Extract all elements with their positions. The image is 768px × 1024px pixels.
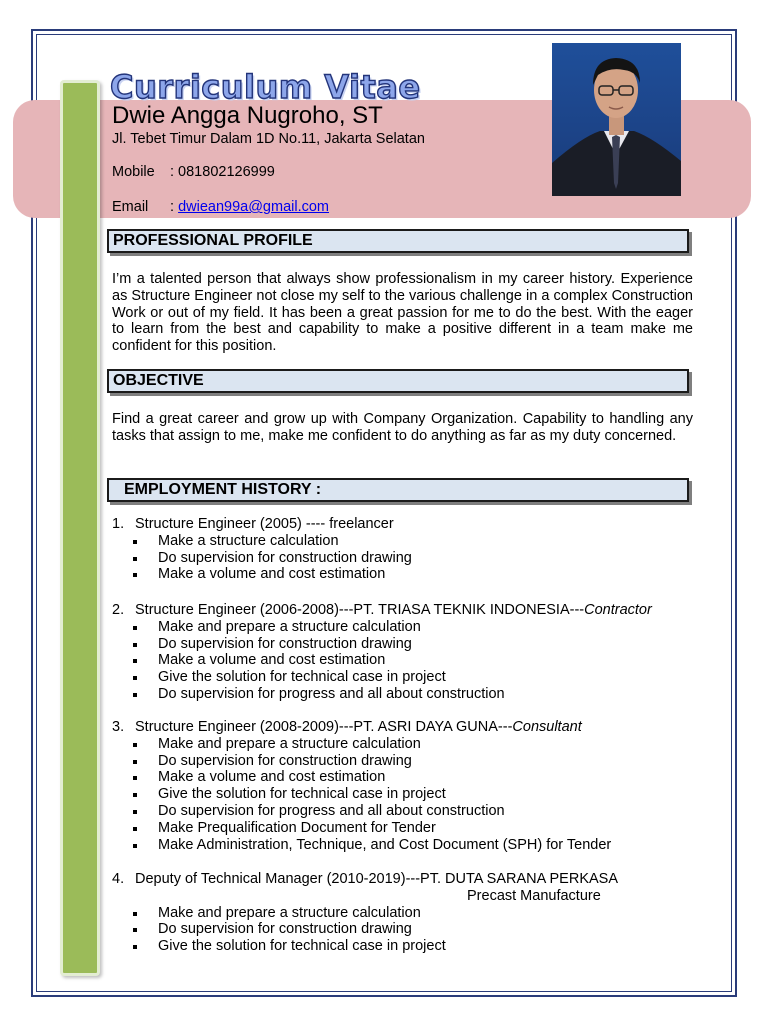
job-title: [112, 719, 712, 736]
job-title-text: Structure Engineer (2006-2008)---PT. TRIASA TEKNIK INDONESIA---: [135, 602, 585, 618]
job-number: 3.: [112, 719, 125, 735]
task-item: Make Administration, Technique, and Cost Document (SPH) for Tender: [112, 837, 712, 854]
email-separator: :: [170, 199, 175, 215]
task-item: Make a volume and cost estimation: [112, 566, 712, 583]
task-item: Do supervision for construction drawing: [112, 753, 712, 770]
task-item: Do supervision for progress and all about construction: [112, 686, 712, 703]
candidate-address: Jl. Tebet Timur Dalam 1D No.11, Jakarta Selatan: [112, 131, 425, 147]
profile-text: I’m a talented person that always show professionalism in my career history. Experience as Structure Engineer not close my self to the various challenge in a complex Construction Work or out of my field. It has been a great passion for me to do the best. With the eager to learn from the best and capability to make a positive different in a team make me confident for this position.: [112, 271, 693, 355]
job-number: 4.: [112, 871, 125, 887]
task-item: Give the solution for technical case in project: [112, 669, 712, 686]
task-item: Do supervision for construction drawing: [112, 636, 712, 653]
mobile-value: : 081802126999: [170, 164, 275, 180]
job-title-text: Structure Engineer (2008-2009)---PT. ASRI DAYA GUNA---: [135, 719, 513, 735]
job-title: [112, 516, 712, 533]
task-item: Make Prequalification Document for Tender: [112, 820, 712, 837]
job-title-text: Structure Engineer (2005) ---- freelancer: [135, 516, 394, 532]
job-number: 2.: [112, 602, 125, 618]
profile-section-heading: PROFESSIONAL PROFILE: [107, 229, 689, 253]
profile-photo: [552, 43, 681, 196]
task-item: Make and prepare a structure calculation: [112, 736, 712, 753]
job-type: Contractor: [584, 602, 652, 618]
task-item: Give the solution for technical case in project: [112, 786, 712, 803]
objective-section-heading: OBJECTIVE: [107, 369, 689, 393]
task-list: [112, 736, 712, 854]
job-entry: [112, 516, 712, 583]
job-entry: [112, 871, 712, 955]
task-list: [112, 619, 712, 703]
task-item: Do supervision for progress and all about construction: [112, 803, 712, 820]
job-entry: [112, 719, 712, 853]
candidate-name: Dwie Angga Nugroho, ST: [112, 102, 383, 129]
portrait-image: [552, 43, 681, 196]
email-link[interactable]: dwiean99a@gmail.com: [178, 199, 329, 215]
job-title-text: Deputy of Technical Manager (2010-2019)---PT. DUTA SARANA PERKASA: [135, 871, 619, 887]
task-item: Make a volume and cost estimation: [112, 769, 712, 786]
email-row: [112, 199, 329, 215]
job-number: 1.: [112, 516, 125, 532]
job-title: [112, 871, 712, 888]
job-title: [112, 602, 712, 619]
task-item: Do supervision for construction drawing: [112, 550, 712, 567]
task-item: Give the solution for technical case in project: [112, 938, 712, 955]
task-item: Make and prepare a structure calculation: [112, 619, 712, 636]
email-label: Email: [112, 199, 149, 215]
objective-text: Find a great career and grow up with Company Organization. Capability to handling any tasks that assign to me, make me confident to do anything as far as my duty concerned.: [112, 411, 693, 444]
task-list: [112, 533, 712, 583]
side-accent-bar: [60, 80, 100, 976]
mobile-label: Mobile: [112, 164, 155, 180]
job-entry: [112, 602, 712, 703]
task-item: Make and prepare a structure calculation: [112, 905, 712, 922]
task-item: Make a structure calculation: [112, 533, 712, 550]
document-title: Curriculum Vitae: [110, 68, 421, 106]
task-list: [112, 905, 712, 955]
job-subtitle: Precast Manufacture: [467, 887, 601, 904]
task-item: Make a volume and cost estimation: [112, 652, 712, 669]
employment-section-heading: EMPLOYMENT HISTORY :: [107, 478, 689, 502]
mobile-row: [112, 164, 275, 180]
task-item: Do supervision for construction drawing: [112, 921, 712, 938]
job-type: Consultant: [512, 719, 582, 735]
